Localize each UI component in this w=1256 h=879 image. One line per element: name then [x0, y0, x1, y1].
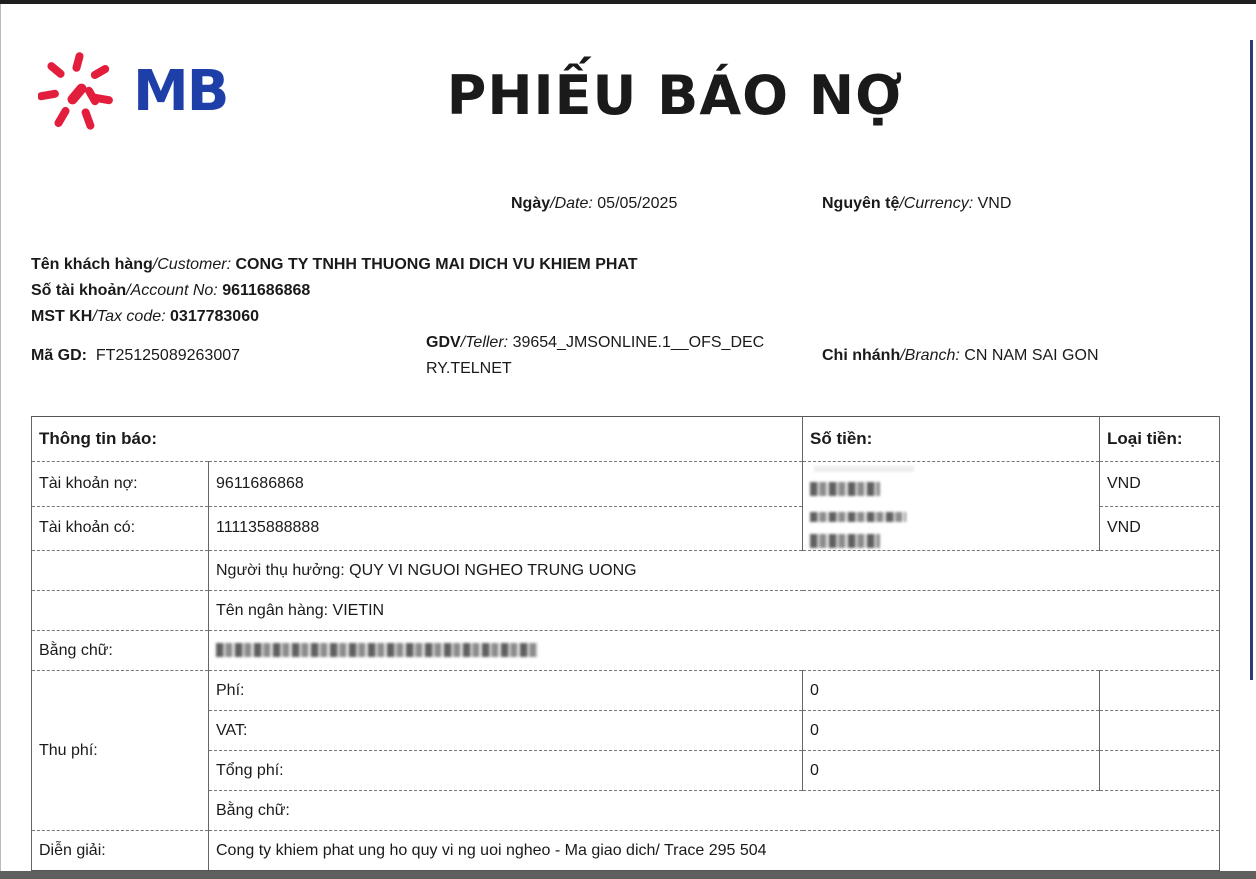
currency-value: VND — [977, 195, 1012, 212]
fee-section-label: Thu phí: — [32, 671, 209, 831]
top-border — [0, 0, 1256, 4]
left-border — [0, 4, 1, 871]
currency-field: Nguyên tệ/Currency: VND — [822, 195, 1012, 212]
header-currency: Loại tiền: — [1100, 417, 1220, 462]
page-title: PHIẾU BÁO NỢ — [446, 64, 904, 127]
debit-account-value: 9611686868 — [209, 462, 803, 507]
table-row — [32, 591, 1220, 631]
vat-label: VAT: — [209, 711, 803, 751]
account-field: Số tài khoản/Account No: 9611686868 — [31, 282, 311, 299]
table-row — [32, 791, 1220, 831]
branch-field: Chi nhánh/Branch: CN NAM SAI GON — [822, 347, 1099, 364]
table-row — [32, 631, 1220, 671]
customer-value: CONG TY TNHH THUONG MAI DICH VU KHIEM PHAT — [235, 256, 638, 273]
mb-star-icon — [38, 48, 128, 140]
debit-currency: VND — [1100, 462, 1220, 507]
customer-field: Tên khách hàng/Customer: CONG TY TNHH THUONG MAI DICH VU KHIEM PHAT — [31, 256, 638, 273]
logo-text: MB — [133, 59, 228, 124]
description-label: Diễn giải: — [32, 831, 209, 871]
total-fee-value: 0 — [803, 751, 1100, 791]
beneficiary: Người thụ hưởng: QUY VI NGUOI NGHEO TRUNG UONG — [209, 551, 1220, 591]
table-row — [32, 462, 1220, 507]
credit-account-label: Tài khoản có: — [32, 506, 209, 551]
table-row — [32, 751, 1220, 791]
right-scrollbar-edge — [1250, 40, 1253, 680]
total-fee-label: Tổng phí: — [209, 751, 803, 791]
fee-in-words-label: Bằng chữ: — [209, 791, 1220, 831]
credit-currency: VND — [1100, 506, 1220, 551]
date-value: 05/05/2025 — [597, 195, 678, 212]
vat-value: 0 — [803, 711, 1100, 751]
debit-note-table — [31, 416, 1220, 871]
transaction-id-value: FT25125089263007 — [95, 347, 241, 364]
tax-code-value: 0317783060 — [170, 308, 259, 325]
debit-account-label: Tài khoản nợ: — [32, 462, 209, 507]
account-value: 9611686868 — [222, 282, 311, 299]
table-row — [32, 671, 1220, 711]
teller-value-line1: 39654_JMSONLINE.1__OFS_DEC — [512, 334, 765, 351]
fee-value: 0 — [803, 671, 1100, 711]
amount-in-words-label: Bằng chữ: — [32, 631, 209, 671]
tax-code-field: MST KH/Tax code: 0317783060 — [31, 308, 259, 325]
table-row — [32, 551, 1220, 591]
table-header-row — [32, 417, 1220, 462]
credit-account-value: 111135888888 — [209, 506, 803, 551]
teller-field: GDV/Teller: 39654_JMSONLINE.1__OFS_DEC — [426, 334, 765, 351]
table-row — [32, 711, 1220, 751]
teller-value-line2: RY.TELNET — [426, 360, 512, 377]
header-amount: Số tiền: — [803, 417, 1100, 462]
amount-redacted — [803, 462, 1100, 551]
transaction-id-field: Mã GD: FT25125089263007 — [31, 347, 241, 364]
fee-label: Phí: — [209, 671, 803, 711]
date-field: Ngày/Date: 05/05/2025 — [511, 195, 678, 212]
bank-name: Tên ngân hàng: VIETIN — [209, 591, 1220, 631]
header-info: Thông tin báo: — [32, 417, 803, 462]
mb-bank-logo — [38, 48, 248, 140]
branch-value: CN NAM SAI GON — [964, 347, 1099, 364]
table-row — [32, 831, 1220, 871]
description-value: Cong ty khiem phat ung ho quy vi ng uoi ngheo - Ma giao dich/ Trace 295 504 — [209, 831, 1220, 871]
bottom-border — [0, 871, 1256, 879]
amount-in-words-redacted — [209, 631, 1220, 671]
